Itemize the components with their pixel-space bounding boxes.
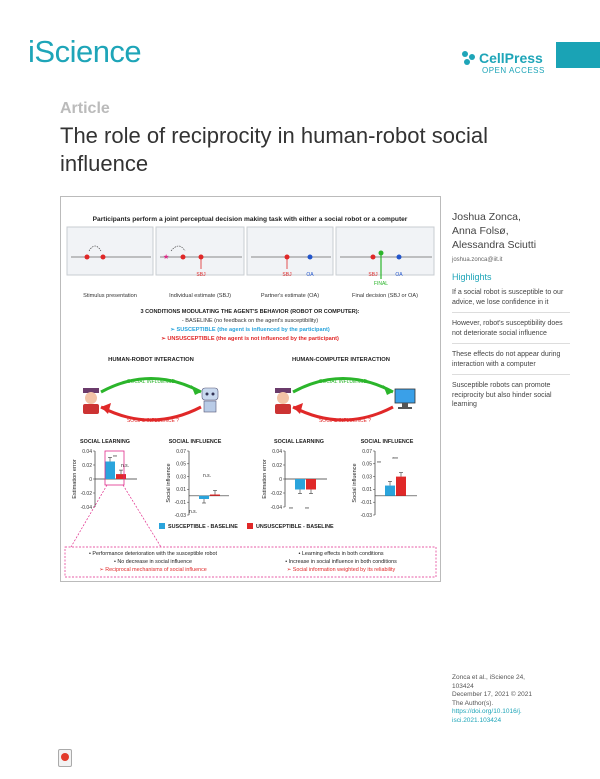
tick-label: 0 (279, 476, 282, 483)
sig-hci-influence-a: ** (377, 461, 381, 467)
stage-label-1: Stimulus presentation (83, 293, 137, 299)
tick-label: -0.04 (80, 504, 92, 511)
tick-label: -0.03 (174, 512, 186, 519)
hri-scene (83, 379, 218, 425)
y-axis-label: Social influence (166, 463, 172, 503)
hci-social-influence-q: SOCIAL INFLUENCE ? (318, 418, 372, 424)
highlight-3: These effects do not appear during interaction with a computer (452, 351, 561, 368)
highlight-2: However, robot's susceptibility does not deteriorate social influence (452, 320, 563, 337)
tick-label: 0.07 (362, 448, 372, 455)
tick-label: -0.04 (270, 504, 282, 511)
human-icon (83, 388, 99, 414)
hci-learning-chart (262, 449, 327, 511)
hri-social-influence-q: SOCIAL INFLUENCE ? (126, 418, 180, 424)
sig-hri-learning-ns: n.s. (120, 463, 130, 469)
legend-unsusceptible: UNSUSCEPTIBLE - BASELINE (256, 524, 334, 530)
marker-oa-2: OA (395, 272, 403, 278)
bar-unsusceptible (306, 479, 316, 490)
marker-oa-1: OA (306, 272, 314, 278)
robot-icon (202, 388, 218, 412)
tick-label: 0.07 (176, 448, 186, 455)
author-3: Alessandra Sciutti (452, 239, 537, 251)
stage-panels (67, 227, 434, 287)
sig-hri-influence-2: n.s. (188, 509, 198, 515)
highlight-1: If a social robot is susceptible to our advice, we lose confidence in it (452, 289, 564, 306)
sig-hci-learning-a: ** (289, 507, 293, 513)
bar-susceptible (295, 479, 305, 490)
hci-title: HUMAN-COMPUTER INTERACTION (292, 357, 390, 363)
tick-label: 0.04 (272, 448, 282, 455)
svg-text:★: ★ (163, 254, 170, 261)
publisher-name: CellPress (479, 50, 543, 66)
y-axis-label: Social influence (352, 463, 358, 503)
conclusion-right-3: ➢ Social information weighted by its reliability (286, 567, 396, 573)
bar-unsusceptible (396, 477, 406, 496)
author-2: Anna Folsø, (452, 225, 509, 237)
legend-susceptible: SUSCEPTIBLE - BASELINE (168, 524, 238, 530)
author-email[interactable]: joshua.zonca@iit.it (452, 257, 503, 263)
highlight-4: Susceptible robots can promote reciprocity but also hinder social learning (452, 382, 552, 408)
cellpress-icon (462, 51, 476, 65)
stage-label-4: Final decision (SBJ or OA) (352, 293, 418, 299)
tick-label: -0.02 (80, 490, 92, 497)
article-title: The role of reciprocity in human-robot social influence (60, 123, 488, 176)
marker-sbj-2: SBJ (282, 272, 292, 278)
graphical-abstract (60, 196, 441, 582)
bar-susceptible (385, 486, 395, 496)
doi-link-2[interactable]: isci.2021.103424 (452, 716, 502, 724)
conclusion-right-2: • Increase in social influence in both conditions (285, 559, 397, 565)
conclusion-left-1: • Performance deterioration with the susceptible robot (88, 551, 218, 557)
human-icon-2 (275, 388, 291, 414)
author-1: Joshua Zonca, (452, 211, 521, 223)
hri-learning-chart (72, 449, 137, 511)
marker-sbj-1: SBJ (196, 272, 206, 278)
hci-learning-title: SOCIAL LEARNING (274, 439, 324, 445)
tick-label: -0.02 (270, 490, 282, 497)
condition-susceptible: ➢ SUSCEPTIBLE (the agent is influenced by the participant) (170, 327, 330, 333)
conclusion-right-1: • Learning effects in both conditions (298, 551, 384, 557)
condition-unsusceptible: ➢ UNSUSCEPTIBLE (the agent is not influenced by the participant) (161, 336, 339, 342)
hri-influence-chart (166, 449, 229, 519)
bar-susceptible (199, 496, 209, 499)
highlights-title: Highlights (452, 272, 492, 282)
highlight-divider (452, 312, 570, 313)
ga-top-title: Participants perform a joint perceptual decision making task with either a social robot or a computer (92, 216, 408, 223)
hci-social-influence: SOCIAL INFLUENCE (319, 379, 367, 385)
tick-label: 0.03 (176, 474, 186, 481)
sidebar (452, 210, 570, 410)
tick-label: 0.03 (362, 474, 372, 481)
conclusion-left-3: ➢ Reciprocal mechanisms of social influence (99, 567, 207, 573)
hri-title: HUMAN-ROBOT INTERACTION (108, 357, 194, 363)
sig-hci-influence-b: *** (392, 457, 398, 463)
tick-label: 0.01 (176, 487, 186, 494)
tick-label: 0.05 (362, 461, 372, 468)
tick-label: -0.01 (174, 500, 186, 506)
sig-hri-influence: n.s. (202, 473, 212, 479)
sig-hci-learning-b: ** (305, 507, 309, 513)
tick-label: 0.02 (82, 462, 92, 469)
condition-baseline: - BASELINE (no feedback on the agent's susceptibility) (181, 318, 319, 324)
author-list (452, 210, 570, 252)
bar-unsusceptible (116, 474, 126, 479)
y-axis-label: Estimation error (262, 459, 268, 499)
hri-influence-title: SOCIAL INFLUENCE (168, 439, 222, 445)
hri-learning-title: SOCIAL LEARNING (80, 439, 130, 445)
highlight-connector-right (123, 485, 161, 547)
header-accent-bar (556, 42, 600, 68)
tick-label: 0.01 (362, 487, 372, 494)
sig-hri-learning: ** (113, 455, 117, 461)
stage-label-2: Individual estimate (SBJ) (169, 293, 231, 299)
marker-sbj-3: SBJ (368, 272, 378, 278)
open-access-label: OPEN ACCESS (482, 66, 545, 75)
conclusion-left-2: • No decrease in social influence (114, 559, 192, 565)
highlight-divider (452, 343, 570, 344)
journal-name: iScience (28, 34, 142, 69)
bar-susceptible (105, 462, 115, 480)
y-axis-label: Estimation error (72, 459, 78, 499)
chart-legend (159, 523, 334, 530)
citation-line-4: The Author(s). (452, 699, 494, 707)
hci-influence-title: SOCIAL INFLUENCE (360, 439, 414, 445)
tick-label: -0.01 (360, 500, 372, 506)
marker-final: FINAL (373, 281, 389, 287)
doi-link-1[interactable]: https://doi.org/10.1016/j. (452, 708, 522, 715)
tick-label: 0 (89, 476, 92, 483)
bar-unsusceptible (210, 495, 220, 496)
tick-label: -0.03 (360, 512, 372, 519)
tick-label: 0.04 (82, 448, 92, 455)
citation-line-2: 103424 (452, 682, 474, 690)
hci-scene (275, 379, 415, 425)
citation-block (452, 674, 570, 725)
cellpress-logo (462, 50, 543, 66)
hri-social-influence: SOCIAL INFLUENCE (127, 379, 175, 385)
tick-label: 0.02 (272, 462, 282, 469)
citation-line-3: December 17, 2021 © 2021 (452, 691, 532, 698)
article-type: Article (60, 100, 110, 117)
crossmark-icon[interactable] (58, 749, 72, 767)
citation-line-1: Zonca et al., iScience 24, (452, 674, 525, 681)
computer-icon (395, 389, 415, 409)
hci-influence-chart (352, 449, 417, 519)
highlight-divider (452, 374, 570, 375)
stage-label-3: Partner's estimate (OA) (260, 293, 320, 299)
conditions-title: 3 CONDITIONS MODULATING THE AGENT'S BEHAVIOR (ROBOT OR COMPUTER): (140, 309, 360, 315)
tick-label: 0.05 (176, 461, 186, 468)
graphical-abstract-figure (61, 197, 440, 581)
